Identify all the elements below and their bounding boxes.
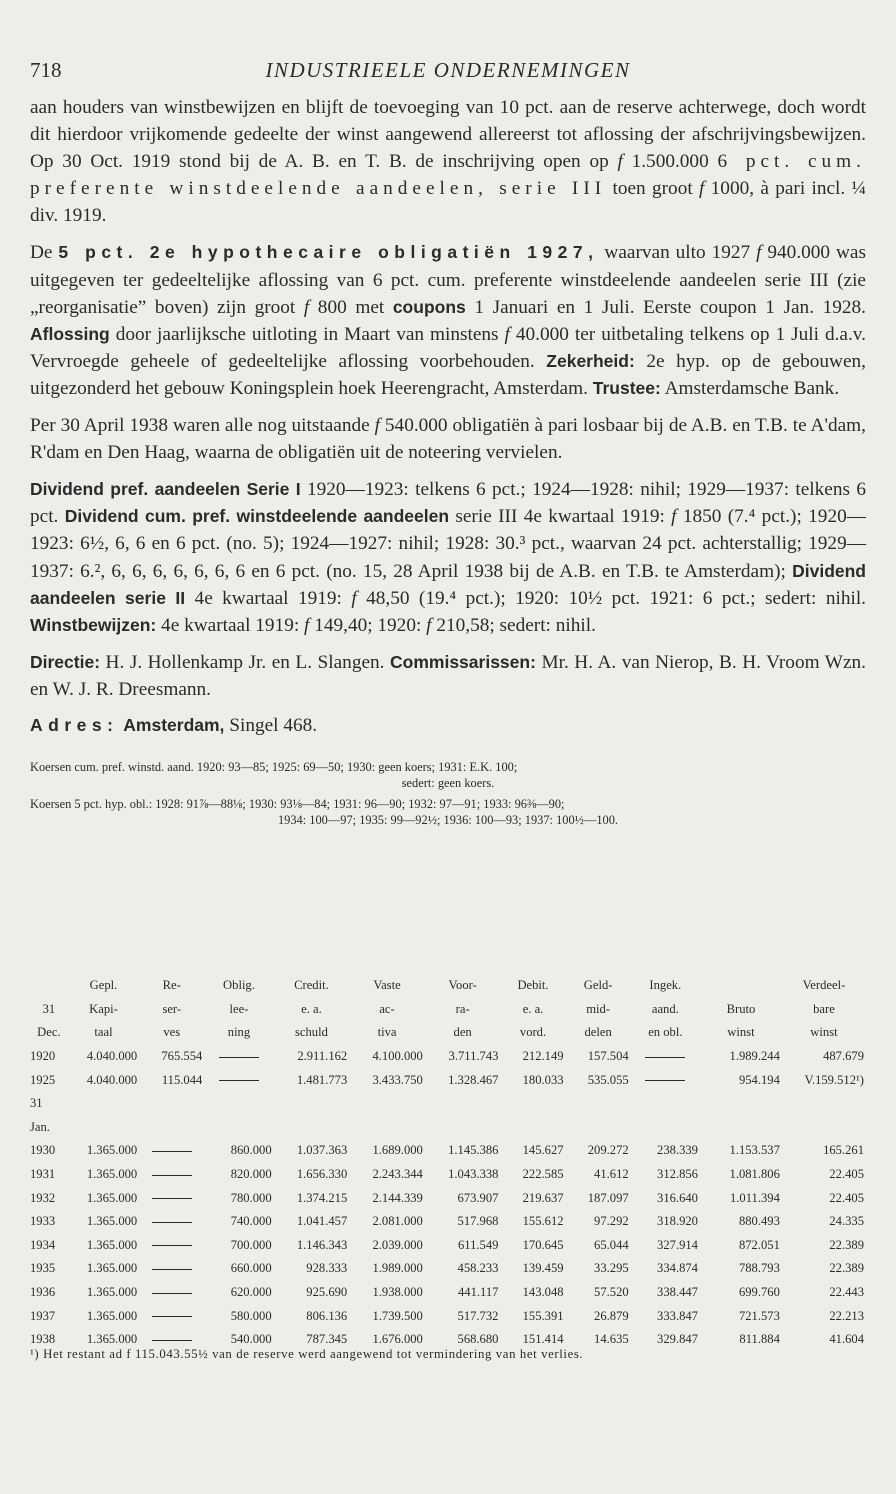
jan-label: Jan. xyxy=(30,1119,50,1134)
address-street: Singel 468. xyxy=(224,714,318,736)
row-label: 1936 xyxy=(30,1285,56,1300)
table-cell: 1.041.457 xyxy=(296,1214,348,1229)
row-label: 1932 xyxy=(30,1190,56,1205)
price-history xyxy=(30,759,866,828)
paragraph-reserve: aan houders van winstbewijzen en blijft de toevoeging van 10 pct. aan de reserve achterwege, doch wordt dit hierdoor vrijkomende gedeelte der winst aangewend allereerst tot aflossing der afschrijvingsbewijzen. Op 30 Oct. 1919 stond bij de A. B. en T. B. de inschrijving open op f 1.500.000 6 pct. cum. preferente winstdeelende aandeelen, serie III toen groot f 1000, à pari incl. ¼ div. 1919. xyxy=(30,97,866,227)
dash-mark xyxy=(152,1269,192,1270)
table-cell: 3.711.743 xyxy=(448,1049,499,1064)
page-number: 718 xyxy=(30,58,62,82)
table-cell: 580.000 xyxy=(230,1308,272,1323)
dash-mark xyxy=(152,1175,192,1176)
address-line xyxy=(30,715,866,737)
table-header-row xyxy=(30,974,866,998)
table-cell: 673.907 xyxy=(457,1190,499,1205)
table-cell: 187.097 xyxy=(587,1190,629,1205)
dash-mark xyxy=(219,1080,259,1081)
table-cell: aand. xyxy=(651,1001,679,1016)
table-cell: 620.000 xyxy=(230,1285,272,1300)
row-label xyxy=(30,974,68,998)
footnote: ¹) Het restant ad f 115.043.55½ van de reserve werd aangewend tot vermindering van het verlies. xyxy=(30,1347,584,1361)
table-cell: tiva xyxy=(377,1025,397,1040)
table-cell: 14.635 xyxy=(594,1332,629,1347)
table-cell: 22.389 xyxy=(829,1261,864,1276)
table-cell: 780.000 xyxy=(230,1190,272,1205)
row-label: 1937 xyxy=(30,1308,56,1323)
table-cell: 3.433.750 xyxy=(372,1072,423,1087)
table-cell: bare xyxy=(813,1001,835,1016)
table-cell: 2.911.162 xyxy=(297,1049,348,1064)
balance-table xyxy=(30,974,866,1352)
table-cell: 1.365.000 xyxy=(86,1285,138,1300)
table-cell xyxy=(139,1186,204,1210)
dash-mark xyxy=(219,1057,259,1058)
table-cell: 1.365.000 xyxy=(86,1167,138,1182)
dash-mark xyxy=(152,1151,192,1152)
table-cell: 699.760 xyxy=(738,1285,780,1300)
table-cell: 22.405 xyxy=(829,1167,864,1182)
table-cell: e. a. xyxy=(522,1001,544,1016)
table-cell: 209.272 xyxy=(587,1143,629,1158)
table-row xyxy=(30,1045,866,1069)
table-cell: 157.504 xyxy=(587,1049,629,1064)
table-cell: 458.233 xyxy=(457,1261,499,1276)
table-cell: Kapi- xyxy=(89,1001,118,1016)
table-cell: 151.414 xyxy=(522,1332,564,1347)
table-cell: 806.136 xyxy=(306,1308,348,1323)
table-cell: ser- xyxy=(162,1001,182,1016)
dash-mark xyxy=(645,1080,685,1081)
table-cell: 165.261 xyxy=(823,1143,864,1158)
dash-mark xyxy=(152,1293,192,1294)
table-cell: 787.345 xyxy=(306,1332,348,1347)
table-cell: 22.389 xyxy=(829,1237,864,1252)
table-cell: 860.000 xyxy=(230,1143,272,1158)
table-cell: 1.374.215 xyxy=(296,1190,348,1205)
table-cell: Ingek. xyxy=(649,978,682,993)
table-cell: 24.335 xyxy=(829,1214,864,1229)
table-cell: 139.459 xyxy=(522,1261,564,1276)
table-cell: 1.146.343 xyxy=(296,1237,348,1252)
table-cell: 1.365.000 xyxy=(86,1143,138,1158)
table-cell: 1.989.244 xyxy=(729,1049,780,1064)
running-head: INDUSTRIEELE ONDERNEMINGEN xyxy=(265,58,631,82)
table-cell xyxy=(139,1304,204,1328)
jan-label-row xyxy=(30,1092,866,1116)
table-cell: vord. xyxy=(519,1025,547,1040)
table-cell: 1.365.000 xyxy=(86,1261,138,1276)
table-cell: 212.149 xyxy=(522,1049,564,1064)
table-cell: Bruto xyxy=(726,1001,756,1016)
jan-label-row xyxy=(30,1116,866,1140)
table-cell: 2.144.339 xyxy=(372,1190,423,1205)
dash-mark xyxy=(152,1316,192,1317)
table-cell xyxy=(139,1281,204,1305)
table-row xyxy=(30,1281,866,1305)
table-cell xyxy=(631,1045,700,1069)
table-header-row xyxy=(30,998,866,1022)
table-cell: 4.040.000 xyxy=(86,1049,138,1064)
table-cell: winst xyxy=(810,1025,838,1040)
table-cell: 65.044 xyxy=(594,1237,629,1252)
table-cell: den xyxy=(453,1025,472,1040)
koersen-pref: Koersen cum. pref. winstd. aand. 1920: 93—85; 1925: 69—50; 1930: geen koers; 1931: E.K. 100; sedert: geen koers. xyxy=(30,759,518,790)
table-cell xyxy=(204,1068,273,1092)
table-cell: Credit. xyxy=(294,978,329,993)
table-cell: 540.000 xyxy=(230,1332,272,1347)
table-cell: ves xyxy=(163,1025,181,1040)
table-cell: 2.081.000 xyxy=(372,1214,423,1229)
dash-mark xyxy=(152,1245,192,1246)
table-cell: 312.856 xyxy=(657,1167,698,1182)
table-cell: 954.194 xyxy=(738,1072,780,1087)
table-cell: 145.627 xyxy=(522,1143,564,1158)
table-cell: 740.000 xyxy=(230,1214,272,1229)
table-cell: 611.549 xyxy=(457,1237,499,1252)
table-cell: Geld- xyxy=(583,978,613,993)
table-cell: 1.043.338 xyxy=(448,1167,499,1182)
table-cell: 517.968 xyxy=(457,1214,499,1229)
table-cell: V.159.512¹) xyxy=(804,1072,864,1087)
table-cell: 22.443 xyxy=(829,1285,864,1300)
table-cell: 22.213 xyxy=(829,1308,864,1323)
table-cell: 2.039.000 xyxy=(372,1237,423,1252)
table-header-row xyxy=(30,1021,866,1045)
table-cell: 1.328.467 xyxy=(448,1072,499,1087)
table-cell: schuld xyxy=(294,1025,328,1040)
table-cell: 115.044 xyxy=(161,1072,203,1087)
table-cell: 1.938.000 xyxy=(372,1285,423,1300)
dash-mark xyxy=(152,1198,192,1199)
table-cell: Re- xyxy=(162,978,181,993)
table-cell: 22.405 xyxy=(829,1190,864,1205)
table-cell: 338.447 xyxy=(657,1285,698,1300)
table-cell xyxy=(139,1163,204,1187)
paragraph-dividend: Dividend pref. aandeelen Serie I 1920—1923: telkens 6 pct.; 1924—1928: nihil; 1929—1937: telkens 6 pct. Dividend cum. pref. winstdeelende aandeelen serie III 4e kwartaal 1919: f 1850 (7.⁴ pct.); 1920—1923: 6½, 6, 6 en 6 pct. (no. 5); 1924—1927: nihil; 1928: 30.³ pct., waarvan 24 pct. achterstallig; 1929—1937: 6.², 6, 6, 6, 6, 6, 6, 6 en 6 pct. (no. 15, 28 April 1938 bij de A.B. en T.B. te Amsterdam); Dividend aandeelen serie II 4e kwartaal 1919: f 48,50 (19.⁴ pct.); 1920: 10½ pct. 1921: 6 pct.; sedert: nihil. Winstbewijzen: 4e kwartaal 1919: f 149,40; 1920: f 210,58; sedert: nihil. xyxy=(30,479,867,636)
paragraph-directie: Directie: H. J. Hollenkamp Jr. en L. Slangen. Commissarissen: Mr. H. A. van Nierop, B. H. Vroom Wzn. en W. J. R. Dreesmann. xyxy=(30,651,866,700)
table-cell: 26.879 xyxy=(594,1308,629,1323)
row-label: Dec. xyxy=(37,1025,61,1040)
table-cell: 1.153.537 xyxy=(729,1143,780,1158)
table-cell: 4.100.000 xyxy=(372,1049,423,1064)
table-cell: 41.612 xyxy=(594,1167,629,1182)
table-cell: 568.680 xyxy=(457,1332,499,1347)
table-cell: 2.243.344 xyxy=(372,1167,423,1182)
table-cell: 333.847 xyxy=(657,1308,698,1323)
table-cell: 928.333 xyxy=(306,1261,348,1276)
table-cell: 329.847 xyxy=(657,1332,698,1347)
row-label: 1935 xyxy=(30,1261,56,1276)
table-cell: 1.989.000 xyxy=(372,1261,423,1276)
table-cell: 1.365.000 xyxy=(86,1214,138,1229)
table-cell: Vaste xyxy=(373,978,401,993)
address-city: Amsterdam, xyxy=(123,714,225,735)
table-cell: 33.295 xyxy=(594,1261,629,1276)
table-cell xyxy=(139,1257,204,1281)
row-label: 1925 xyxy=(30,1072,56,1087)
table-cell: Gepl. xyxy=(89,978,118,993)
table-cell xyxy=(204,1045,273,1069)
table-cell: 1.365.000 xyxy=(86,1332,138,1347)
table-cell: Verdeel- xyxy=(802,978,846,993)
table-cell: 765.554 xyxy=(161,1049,203,1064)
row-label: 1934 xyxy=(30,1237,56,1252)
dash-mark xyxy=(152,1222,192,1223)
dash-mark xyxy=(152,1340,192,1341)
table-row xyxy=(30,1139,866,1163)
table-cell xyxy=(139,1139,204,1163)
table-cell: ac- xyxy=(379,1001,395,1016)
table-cell: 1.011.394 xyxy=(729,1190,780,1205)
table-cell: 170.645 xyxy=(522,1237,564,1252)
table-cell: e. a. xyxy=(301,1001,322,1016)
table-cell: 535.055 xyxy=(587,1072,629,1087)
table-row xyxy=(30,1186,866,1210)
table-cell: 1.365.000 xyxy=(86,1237,138,1252)
table-row xyxy=(30,1257,866,1281)
table-cell: 1.145.386 xyxy=(448,1143,499,1158)
document-page xyxy=(30,58,866,833)
table-cell: 1.676.000 xyxy=(372,1332,423,1347)
table-cell: 925.690 xyxy=(306,1285,348,1300)
table-cell: 1.739.500 xyxy=(372,1308,423,1323)
table-cell: Debit. xyxy=(517,978,549,993)
row-label: 1920 xyxy=(30,1049,56,1064)
table-cell: 700.000 xyxy=(230,1237,272,1252)
table-cell: mid- xyxy=(586,1001,611,1016)
row-label: 1933 xyxy=(30,1214,56,1229)
table-cell: 660.000 xyxy=(230,1261,272,1276)
table-cell: 1.481.773 xyxy=(296,1072,348,1087)
table-cell: 327.914 xyxy=(657,1237,698,1252)
table-cell: 57.520 xyxy=(594,1285,629,1300)
table-cell: delen xyxy=(584,1025,612,1040)
row-label: 1938 xyxy=(30,1332,56,1347)
table-cell: en obl. xyxy=(648,1025,683,1040)
table-cell: 1.081.806 xyxy=(729,1167,780,1182)
table-cell: 811.884 xyxy=(739,1332,780,1347)
table-cell xyxy=(139,1234,204,1258)
table-cell: winst xyxy=(727,1025,755,1040)
address-label: Adres: xyxy=(30,714,119,735)
table-cell: taal xyxy=(94,1025,113,1040)
table-cell: 1.689.000 xyxy=(372,1143,423,1158)
table-cell: 880.493 xyxy=(738,1214,780,1229)
dash-mark xyxy=(645,1057,685,1058)
row-label: 1931 xyxy=(30,1167,56,1182)
table-cell: 1.656.330 xyxy=(296,1167,348,1182)
row-label: 1930 xyxy=(30,1143,56,1158)
table-cell: Oblig. xyxy=(223,978,255,993)
table-cell xyxy=(700,974,782,998)
table-cell: 238.339 xyxy=(657,1143,698,1158)
table-cell: 1.365.000 xyxy=(86,1190,138,1205)
table-cell: 872.051 xyxy=(738,1237,780,1252)
table-cell: 721.573 xyxy=(738,1308,780,1323)
table-row xyxy=(30,1304,866,1328)
table-row xyxy=(30,1163,866,1187)
table-cell: 41.604 xyxy=(829,1332,864,1347)
table-row xyxy=(30,1234,866,1258)
jan-label: 31 xyxy=(30,1096,43,1111)
table-cell: 1.365.000 xyxy=(86,1308,138,1323)
table-cell: 1.037.363 xyxy=(296,1143,348,1158)
table-cell: 316.640 xyxy=(657,1190,698,1205)
table-cell: 143.048 xyxy=(522,1285,564,1300)
table-cell: 517.732 xyxy=(457,1308,499,1323)
table-cell: 155.612 xyxy=(522,1214,564,1229)
table-row xyxy=(30,1210,866,1234)
table-cell: lee- xyxy=(229,1001,249,1016)
table-cell: 155.391 xyxy=(522,1308,564,1323)
page-header xyxy=(30,58,866,94)
table-cell: 318.920 xyxy=(657,1214,698,1229)
table-cell xyxy=(139,1210,204,1234)
paragraph-losbaar: Per 30 April 1938 waren alle nog uitstaande f 540.000 obligatiën à pari losbaar bij de A.B. en T.B. te A'dam, R'dam en Den Haag, waarna de obligatiën uit de noteering vervielen. xyxy=(30,415,866,464)
table-cell: 441.117 xyxy=(457,1285,499,1300)
table-cell: 222.585 xyxy=(522,1167,564,1182)
table-cell: ra- xyxy=(455,1001,470,1016)
table-cell: 180.033 xyxy=(522,1072,564,1087)
table-cell: Voor- xyxy=(448,978,477,993)
table-cell: 97.292 xyxy=(594,1214,629,1229)
table-cell: 219.637 xyxy=(522,1190,564,1205)
paragraph-obligaties: De 5 pct. 2e hypothecaire obligatiën 1927, waarvan ulto 1927 f 940.000 was uitgegeven ter gedeeltelijke aflossing van 6 pct. cum. preferente winstdeelende aandeelen serie III (zie „reorganisatie” boven) zijn groot f 800 met coupons 1 Januari en 1 Juli. Eerste coupon 1 Jan. 1928. Aflossing door jaarlijksche uitloting in Maart van minstens f 40.000 ter uitbetaling telkens op 1 Juli d.a.v. Vervroegde geheele of gedeeltelijke aflossing voorbehouden. Zekerheid: 2e hyp. op de gebouwen, uitgezonderd het gebouw Koningsplein hoek Heerengracht, Amsterdam. Trustee: Amsterdamsche Bank. xyxy=(30,242,866,399)
table-cell: 788.793 xyxy=(738,1261,780,1276)
table-cell: 820.000 xyxy=(230,1167,272,1182)
table-cell: 334.874 xyxy=(657,1261,698,1276)
table-cell: ning xyxy=(227,1025,251,1040)
table-cell xyxy=(631,1068,700,1092)
table-cell: 487.679 xyxy=(823,1049,864,1064)
row-label: 31 xyxy=(42,1001,56,1016)
table-cell: 4.040.000 xyxy=(86,1072,138,1087)
koersen-obl: Koersen 5 pct. hyp. obl.: 1928: 91⅞—88⅛; 1930: 93⅛—84; 1931: 96—90; 1932: 97—91; 1933: 96⅜—90; 1934: 100—97; 1935: 99—92½; 1936: 100—93; 1937: 100½—100. xyxy=(30,796,619,827)
table-row xyxy=(30,1068,866,1092)
